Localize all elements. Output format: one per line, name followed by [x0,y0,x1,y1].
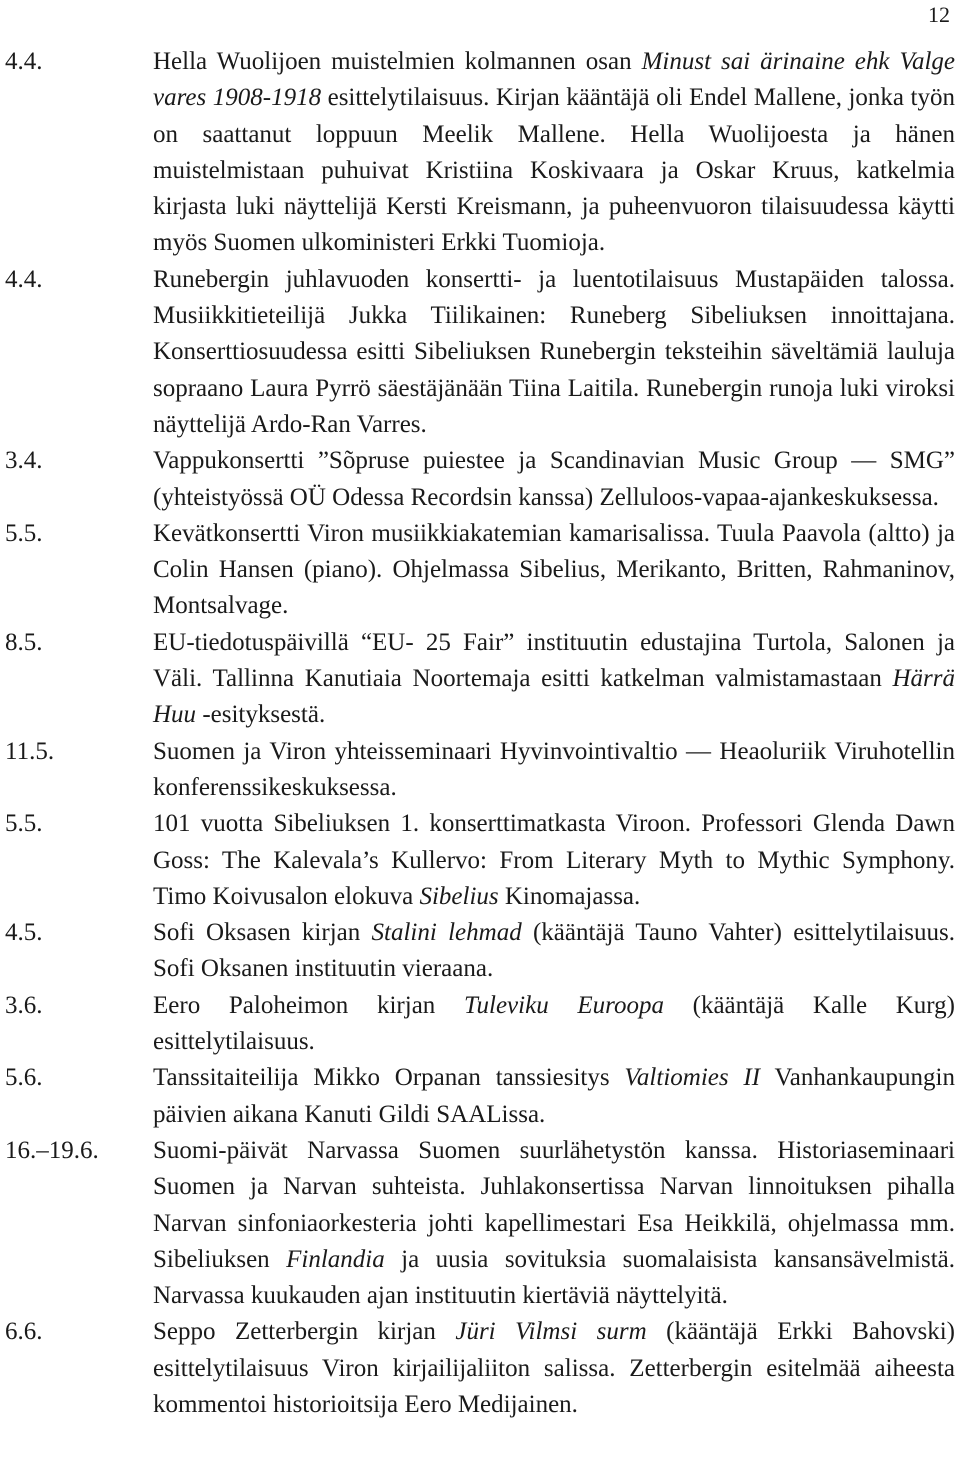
text-segment: -esityksestä. [196,701,326,729]
text-segment: Suomi-päivät Narvassa Suomen suurlähetystön kanssa. Historiaseminaari Suomen ja Narvan suhteista. Juhlakonsertissa Narvan linnoituksen pihalla Narvan sinfoniaorkesteria johti kapellimestari Esa Heikkilä, ohjelmassa mm. Sibeliuksen [153,1136,955,1273]
event-entry [5,734,955,807]
event-description [153,516,955,625]
event-date: 11.5. [5,737,55,765]
text-segment: (kääntäjä Erkki Bahovski) esittelytilaisuus Viron kirjailijaliiton salissa. Zetterbergin esitelmää aiheesta kommentoi historioitsija Eero Medijainen. [153,1318,955,1418]
text-segment: 101 vuotta Sibeliuksen 1. konserttimatkasta Viroon. Professori Glenda Dawn Goss: The Kalevala’s Kullervo: From Literary Myth to Mythic Symphony. Timo Koivusalon elokuva [153,810,955,910]
italic-title: Stalini lehmad [371,919,522,947]
event-date: 3.6. [5,991,43,1019]
text-segment: ja uusia sovituksia suomalaisista kansansävelmistä. Narvassa kuukauden ajan instituutin kiertäviä näyttelyitä. [153,1245,955,1310]
event-date: 5.6. [5,1064,43,1092]
event-description [153,262,955,443]
event-description [153,1060,955,1133]
event-date: 5.5. [5,519,43,547]
text-segment: esittelytilaisuus. Kirjan kääntäjä oli Endel Mallene, jonka työn on saattanut loppuun Meelik Mallene. Hella Wuolijoesta ja hänen muistelmistaan puhuivat Kristiina Koskivaara ja Oskar Kruus, katkelmia kirjasta luki näyttelijä Kersti Kreismann, ja puheenvuoron tilaisuudessa käytti myös Suomen ulkoministeri Erkki Tuomioja. [153,84,955,257]
event-date: 4.4. [5,265,43,293]
event-entry [5,806,955,915]
text-segment: Tanssitaiteilija Mikko Orpanan tanssiesitys [153,1064,625,1092]
italic-title: Tuleviku Euroopa [463,991,664,1019]
event-entry [5,625,955,734]
italic-title: Minust sai ärinaine ehk Valge vares 1908-1918 [153,48,955,112]
event-description [153,988,955,1061]
event-entry [5,1060,955,1133]
text-segment: Hella Wuolijoen muistelmien kolmannen osan [153,48,642,75]
italic-title: Finlandia [286,1245,385,1273]
text-segment: Kevätkonsertti Viron musiikkiakatemian kamarisalissa. Tuula Paavola (altto) ja Colin Hansen (piano). Ohjelmassa Sibelius, Merikanto, Britten, Rahmaninov, Montsalvage. [153,519,955,620]
text-segment: Seppo Zetterbergin kirjan [153,1318,456,1346]
event-entry [5,1133,955,1314]
text-segment: (kääntäjä Kalle Kurg) esittelytilaisuus. [153,991,955,1056]
event-date: 16.–19.6. [5,1136,99,1164]
event-description [153,806,955,915]
event-entry [5,44,955,262]
text-segment: EU-tiedotuspäivillä “EU- 25 Fair” instituutin edustajina Turtola, Salonen ja Väli. Tallinna Kanutiaia Noortemaja esitti katkelman valmistamastaan [153,628,955,693]
event-date: 4.4. [5,48,43,75]
italic-title: Jüri Vilmsi surm [455,1318,647,1346]
event-description [153,734,955,807]
event-entry [5,1314,955,1423]
italic-title: Valtiomies II [624,1064,761,1092]
event-date: 3.4. [5,447,43,475]
event-date: 6.6. [5,1318,43,1346]
italic-title: Sibelius [419,882,499,910]
text-segment: Runebergin juhlavuoden konsertti- ja luentotilaisuus Mustapäiden talossa. Musiikkitieteilijä Jukka Tiilikainen: Runeberg Sibeliuksen innoittajana. Konserttiosuudessa esitti Sibeliuksen Runebergin teksteihin säveltämiä lauluja sopraano Laura Pyrrö säestäjänään Tiina Laitila. Runebergin runoja luki viroksi näyttelijä Ardo-Ran Varres. [153,265,955,438]
event-description [153,44,955,262]
event-entry [5,988,955,1061]
text-segment: Kinomajassa. [498,882,641,910]
text-segment: Vanhankaupungin päivien aikana Kanuti Gildi SAALissa. [153,1064,955,1128]
event-entry [5,516,955,625]
event-description [153,443,955,516]
event-description [153,1133,955,1314]
event-description [153,1314,955,1423]
event-date: 5.5. [5,810,43,838]
italic-title: Härrä Huu [153,665,955,729]
event-date: 8.5. [5,628,43,656]
text-segment: (kääntäjä Tauno Vahter) esittelytilaisuus. Sofi Oksanen instituutin vieraana. [153,919,955,983]
event-entry [5,262,955,443]
event-description [153,915,955,988]
event-list [5,44,955,1423]
text-segment: Sofi Oksasen kirjan [153,919,372,947]
page-number: 12 [928,2,950,27]
text-segment: Eero Paloheimon kirjan [153,991,464,1019]
event-entry [5,915,955,988]
event-date: 4.5. [5,919,43,947]
text-segment: Vappukonsertti ”Sõpruse puiestee ja Scandinavian Music Group — SMG” (yhteistyössä OÜ Odessa Recordsin kanssa) Zelluloos-vapaa-ajankeskuksessa. [153,447,955,511]
event-entry [5,443,955,516]
text-segment: Suomen ja Viron yhteisseminaari Hyvinvointivaltio — Heaoluriik Viruhotellin konferenssikeskuksessa. [153,737,955,801]
event-description [153,625,955,734]
